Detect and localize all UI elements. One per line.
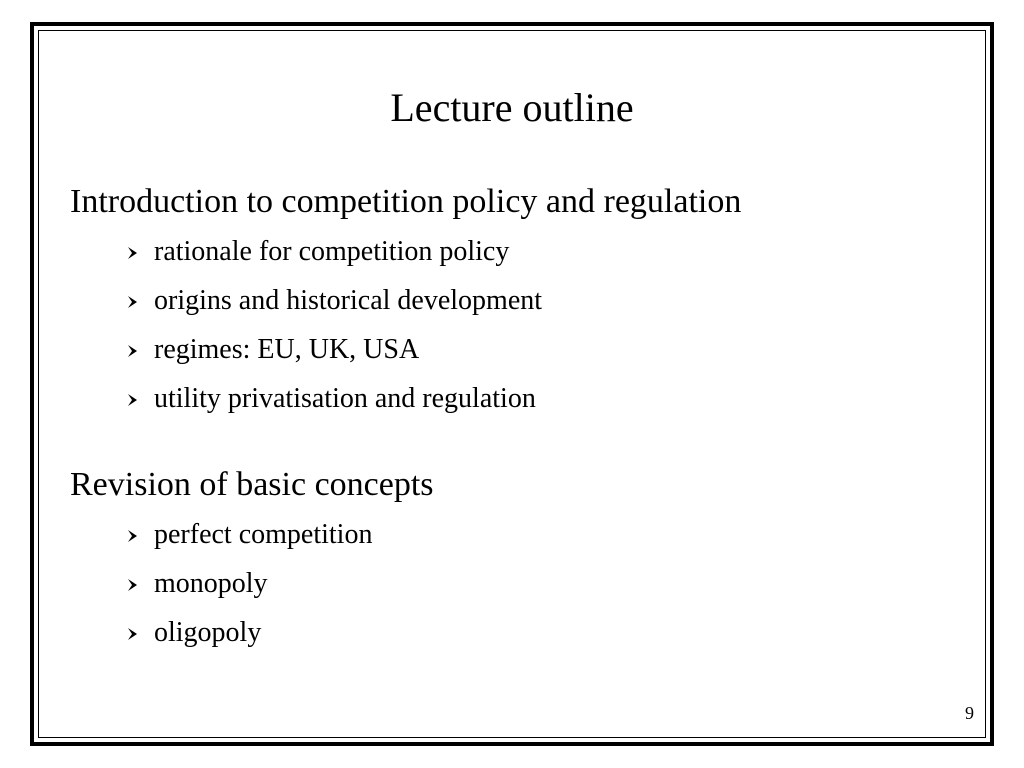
list-item-label: origins and historical development — [154, 285, 543, 316]
list-item-label: perfect competition — [154, 519, 373, 550]
list-item-label: utility privatisation and regulation — [154, 383, 536, 414]
list-item — [70, 236, 741, 285]
arrowhead-bullet-icon — [127, 246, 138, 260]
section-heading: Introduction to competition policy and regulation — [70, 183, 742, 220]
list-item-label: monopoly — [154, 568, 268, 599]
arrowhead-bullet-icon — [127, 295, 138, 309]
section-heading: Revision of basic concepts — [70, 466, 434, 503]
list-item-label: oligopoly — [154, 617, 262, 648]
bullet-list — [70, 236, 741, 432]
section-introduction — [70, 182, 741, 432]
arrowhead-bullet-icon — [127, 627, 138, 641]
section-revision — [70, 465, 434, 666]
arrowhead-bullet-icon — [127, 529, 138, 543]
list-item — [70, 568, 434, 617]
list-item — [70, 334, 741, 383]
list-item — [70, 519, 434, 568]
list-item-label: regimes: EU, UK, USA — [154, 334, 420, 365]
arrowhead-bullet-icon — [127, 578, 138, 592]
list-item-label: rationale for competition policy — [154, 236, 510, 267]
slide-title: Lecture outline — [390, 85, 634, 130]
list-item — [70, 617, 434, 666]
page-number: 9 — [965, 703, 974, 723]
arrowhead-bullet-icon — [127, 393, 138, 407]
bullet-list — [70, 519, 434, 666]
arrowhead-bullet-icon — [127, 344, 138, 358]
list-item — [70, 383, 741, 432]
list-item — [70, 285, 741, 334]
